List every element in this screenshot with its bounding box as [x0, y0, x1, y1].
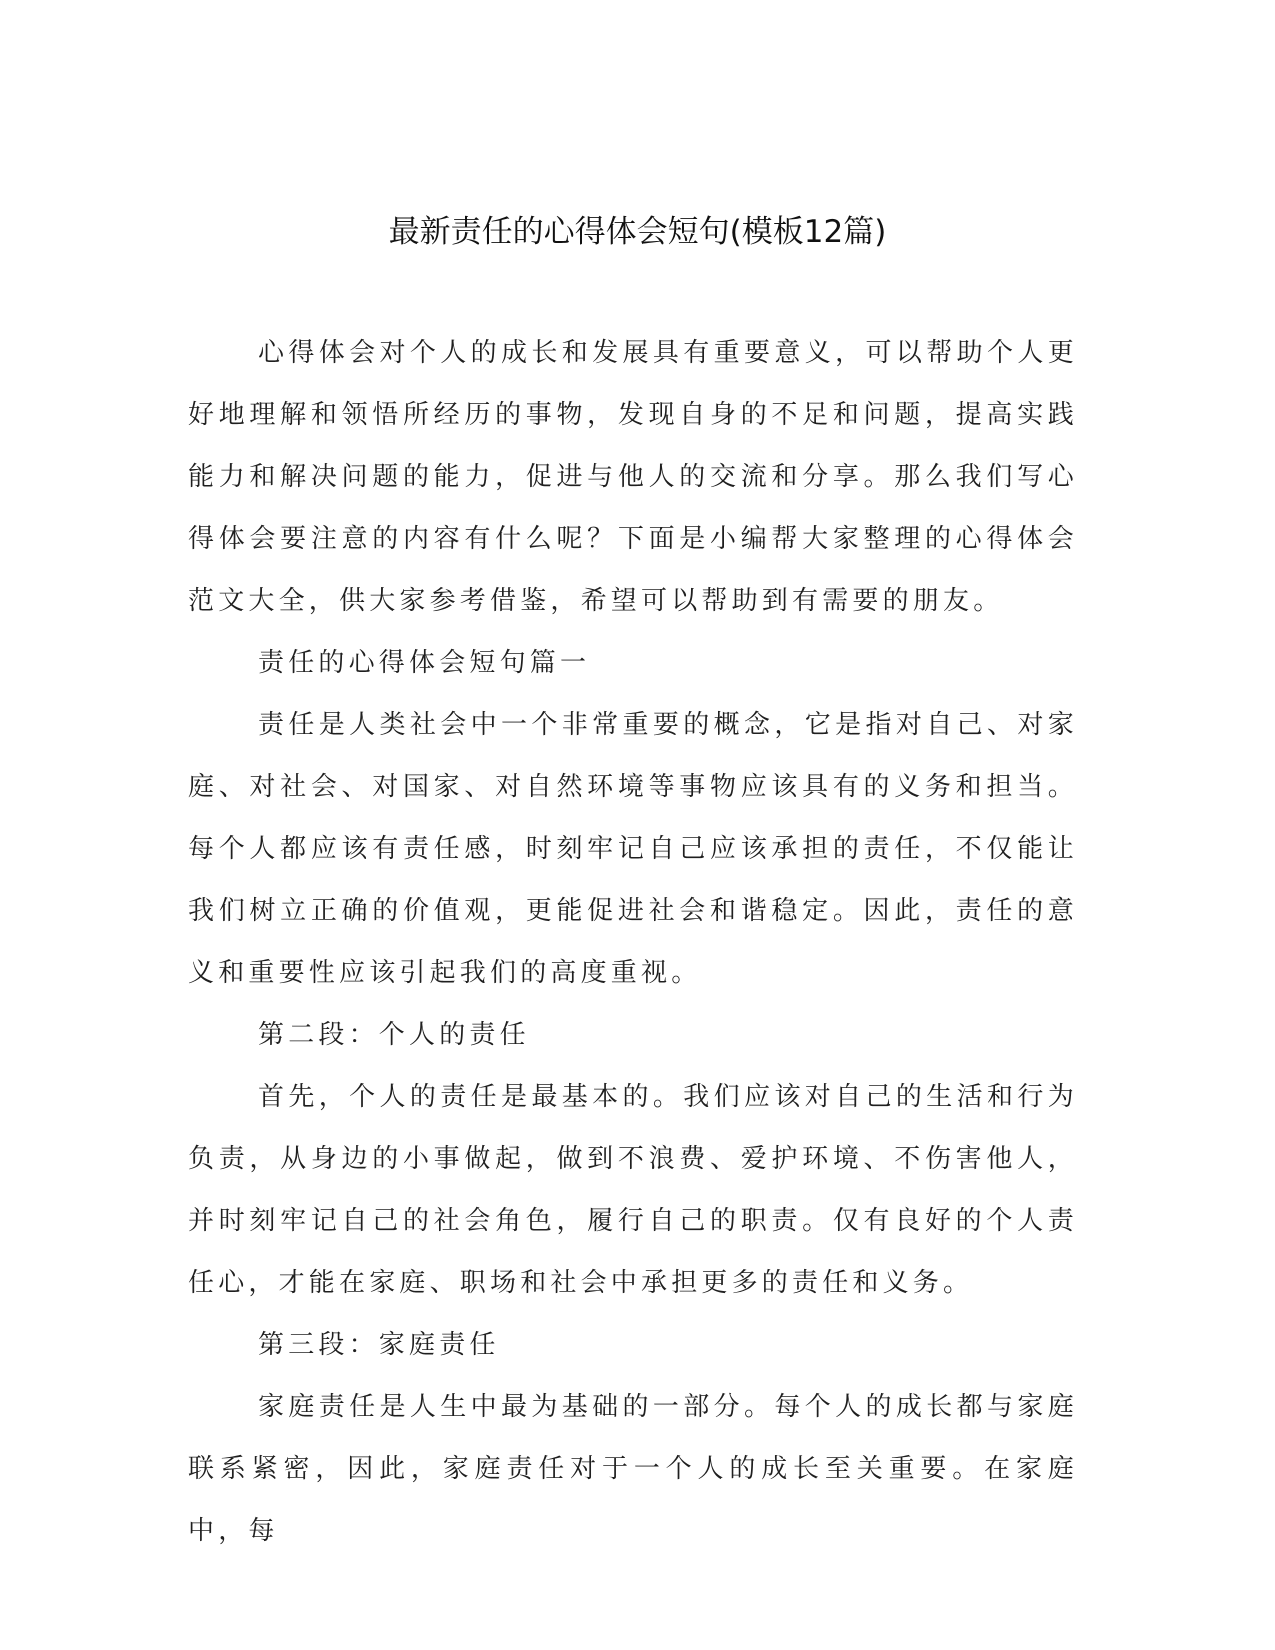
document-body: [188, 322, 1078, 1562]
paragraph-responsibility-concept: 责任是人类社会中一个非常重要的概念，它是指对自己、对家庭、对社会、对国家、对自然环境等事物应该具有的义务和担当。每个人都应该有责任感，时刻牢记自己应该承担的责任，不仅能让我们树立正确的价值观，更能促进社会和谐稳定。因此，责任的意义和重要性应该引起我们的高度重视。: [188, 710, 1078, 988]
paragraph-personal-responsibility: 首先，个人的责任是最基本的。我们应该对自己的生活和行为负责，从身边的小事做起，做到不浪费、爱护环境、不伤害他人，并时刻牢记自己的社会角色，履行自己的职责。仅有良好的个人责任心，才能在家庭、职场和社会中承担更多的责任和义务。: [188, 1082, 1078, 1298]
intro-paragraph: 心得体会对个人的成长和发展具有重要意义，可以帮助个人更好地理解和领悟所经历的事物，发现自身的不足和问题，提高实践能力和解决问题的能力，促进与他人的交流和分享。那么我们写心得体会要注意的内容有什么呢？下面是小编帮大家整理的心得体会范文大全，供大家参考借鉴，希望可以帮助到有需要的朋友。: [188, 338, 1078, 616]
section-heading-1: 责任的心得体会短句篇一: [258, 648, 591, 678]
section-heading-2: 第二段：个人的责任: [258, 1020, 530, 1050]
paragraph-family-responsibility: 家庭责任是人生中最为基础的一部分。每个人的成长都与家庭联系紧密，因此，家庭责任对于一个人的成长至关重要。在家庭中，每: [188, 1392, 1078, 1546]
document-title: 最新责任的心得体会短句(模板12篇): [388, 214, 887, 250]
section-heading-3: 第三段：家庭责任: [258, 1330, 500, 1360]
